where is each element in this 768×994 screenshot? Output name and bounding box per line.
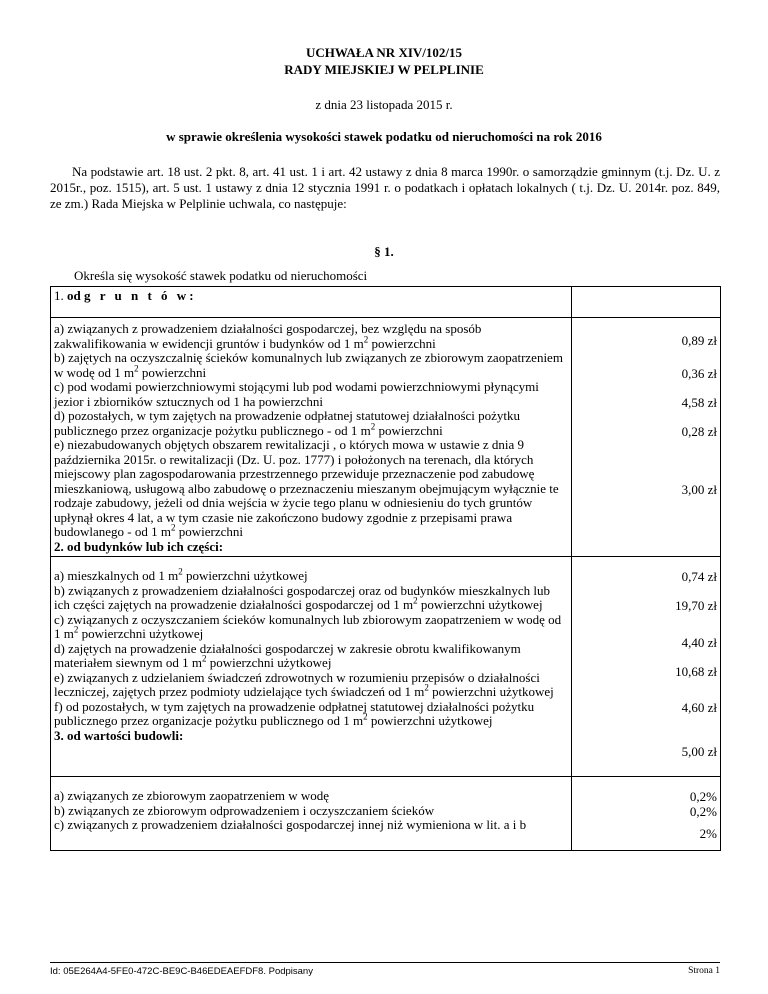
rate-value: 0,36 zł	[681, 366, 717, 381]
section-1-value-empty	[572, 287, 721, 318]
council-name: RADY MIEJSKIEJ W PELPLINIE	[284, 62, 484, 77]
list-item: f) od pozostałych, w tym zajętych na prowadzenie odpłatnej statutowej działalności pożytku publicznego przez organizacje pożytku publicznego od 1 $m^2$ powierzchni użytkowej	[54, 698, 535, 728]
rate-value: 19,70 zł	[675, 598, 717, 613]
list-item: d) pozostałych, w tym zajętych na prowadzenie odpłatnej statutowej działalności pożytku publicznego przez organizacje pożytku publicznego - od 1 $m^2$ powierzchni	[54, 408, 521, 438]
legal-basis	[50, 164, 720, 212]
section-2-title: 2. od budynków lub ich części:	[54, 538, 224, 554]
page-number: Strona 1	[688, 966, 720, 976]
section-1-values	[572, 318, 721, 557]
rate-value: 10,68 zł	[675, 664, 717, 679]
rate-value: 0,2%	[689, 789, 717, 804]
rate-value: 4,60 zł	[681, 700, 717, 715]
section-3-values	[572, 777, 721, 851]
section-1-title: 1. od g r u n t ó w:	[51, 287, 572, 318]
footer-divider	[50, 962, 720, 963]
paragraph-heading: § 1.	[374, 244, 394, 259]
resolution-date: z dnia 23 listopada 2015 r.	[315, 97, 453, 112]
list-item: a) związanych ze zbiorowym zaopatrzeniem w wodę	[54, 788, 330, 803]
list-item: c) pod wodami powierzchniowymi stojącymi lub pod wodami powierzchniowymi płynącymi jezior i zbiorników sztucznych od 1 ha powierzchni	[54, 379, 539, 409]
section-2-values	[572, 557, 721, 777]
rates-table	[50, 286, 721, 851]
list-item: a) związanych z prowadzeniem działalności gospodarczej, bez względu na sposób zakwalifikowania w ewidencji gruntów i budynków od 1 $m^2$ powierzchni	[54, 321, 482, 351]
rate-value: 3,00 zł	[681, 482, 717, 497]
list-item: e) związanych z udzielaniem świadczeń zdrowotnych w rozumieniu przepisów o działalności leczniczej, zajętych przez podmioty udzielające tych świadczeń od 1 $m^2$ powierzchni użytkowej	[54, 669, 554, 699]
rate-value: 0,28 zł	[681, 424, 717, 439]
lead-sentence: Określa się wysokość stawek podatku od nieruchomości	[74, 268, 368, 283]
document-id: Id: 05E264A4-5FE0-472C-BE9C-B46EDEAEFDF8. Podpisany	[50, 966, 313, 977]
rate-value: 0,2%	[689, 804, 717, 819]
resolution-title	[0, 44, 768, 78]
section-header-row	[51, 287, 721, 318]
resolution-number: UCHWAŁA NR XIV/102/15	[305, 45, 462, 60]
list-item: b) zajętych na oczyszczalnię ścieków komunalnych lub związanych ze zbiorowym zaopatrzeniem w wodę od 1 $m^2$ powierzchni	[54, 350, 563, 380]
legal-basis-text: Na podstawie art. 18 ust. 2 pkt. 8, art. 41 ust. 1 i art. 42 ustawy z dnia 8 marca 1990r. o samorządzie gminnym (t.j. Dz. U. z 2015r., poz. 1515), art. 5 ust. 1 ustawy z dnia 12 stycznia 1991 r. o podatkach i opłatach lokalnych ( t.j. Dz. U. 2014r. poz. 849, ze zm.) Rada Miejska w Pelplinie uchwala, co następuje:	[50, 164, 720, 211]
section-3-title: 3. od wartości budowli:	[54, 727, 184, 743]
section-3-items-row	[51, 777, 721, 851]
section-3-items	[51, 777, 572, 851]
list-item: c) związanych z oczyszczaniem ścieków komunalnych lub zbiorowym zaopatrzeniem w wodę od 1 $m^2$ powierzchni użytkowej	[54, 611, 562, 641]
section-2-items-row	[51, 557, 721, 777]
list-item: b) związanych ze zbiorowym odprowadzeniem i oczyszczaniem ścieków	[54, 802, 435, 818]
section-1-items	[51, 318, 572, 557]
rate-value: 5,00 zł	[681, 744, 717, 759]
rate-value: 0,89 zł	[681, 333, 717, 348]
resolution-subject: w sprawie określenia wysokości stawek podatku od nieruchomości na rok 2016	[166, 129, 602, 144]
section-1-items-row	[51, 318, 721, 557]
list-item: a) mieszkalnych od 1 $m^2$ powierzchni użytkowej	[54, 566, 308, 583]
rate-value: 2%	[699, 826, 717, 841]
rate-value: 4,58 zł	[681, 395, 717, 410]
list-item: b) związanych z prowadzeniem działalności gospodarczej oraz od budynków mieszkalnych lub ich części zajętych na prowadzenie działalności gospodarczej od 1 $m^2$ powierzchni użytkowej	[54, 582, 550, 612]
list-item: c) związanych z prowadzeniem działalności gospodarczej innej niż wymieniona w lit. a i b	[54, 817, 527, 832]
section-2-items	[51, 557, 572, 777]
list-item: d) zajętych na prowadzenie działalności gospodarczej w zakresie obrotu kwalifikowanym materiałem siewnym od 1 $m^2$ powierzchni użytkowej	[54, 640, 521, 670]
list-item: e) niezabudowanych objętych obszarem rewitalizacji , o których mowa w ustawie z dnia 9 października 2015r. o rewitalizacji (Dz. U. poz. 1777) i położonych na terenach, dla których miejscowy plan zagospodarowania przestrzennego przewiduje przeznaczenie pod zabudowę mieszkaniową, usługową albo zabudowę o przeznaczeniu mieszanym obejmującym wyłącznie te rodzaje zabudowy, jeżeli od dnia wejścia w życie tego planu w odniesieniu do tych gruntów upłynął okres 4 lat, a w tym czasie nie zakończono budowy zgodnie z przepisami prawa budowlanego - od 1 $m^2$ powierzchni	[54, 437, 559, 539]
rate-value: 4,40 zł	[681, 635, 717, 650]
rate-value: 0,74 zł	[681, 569, 717, 584]
